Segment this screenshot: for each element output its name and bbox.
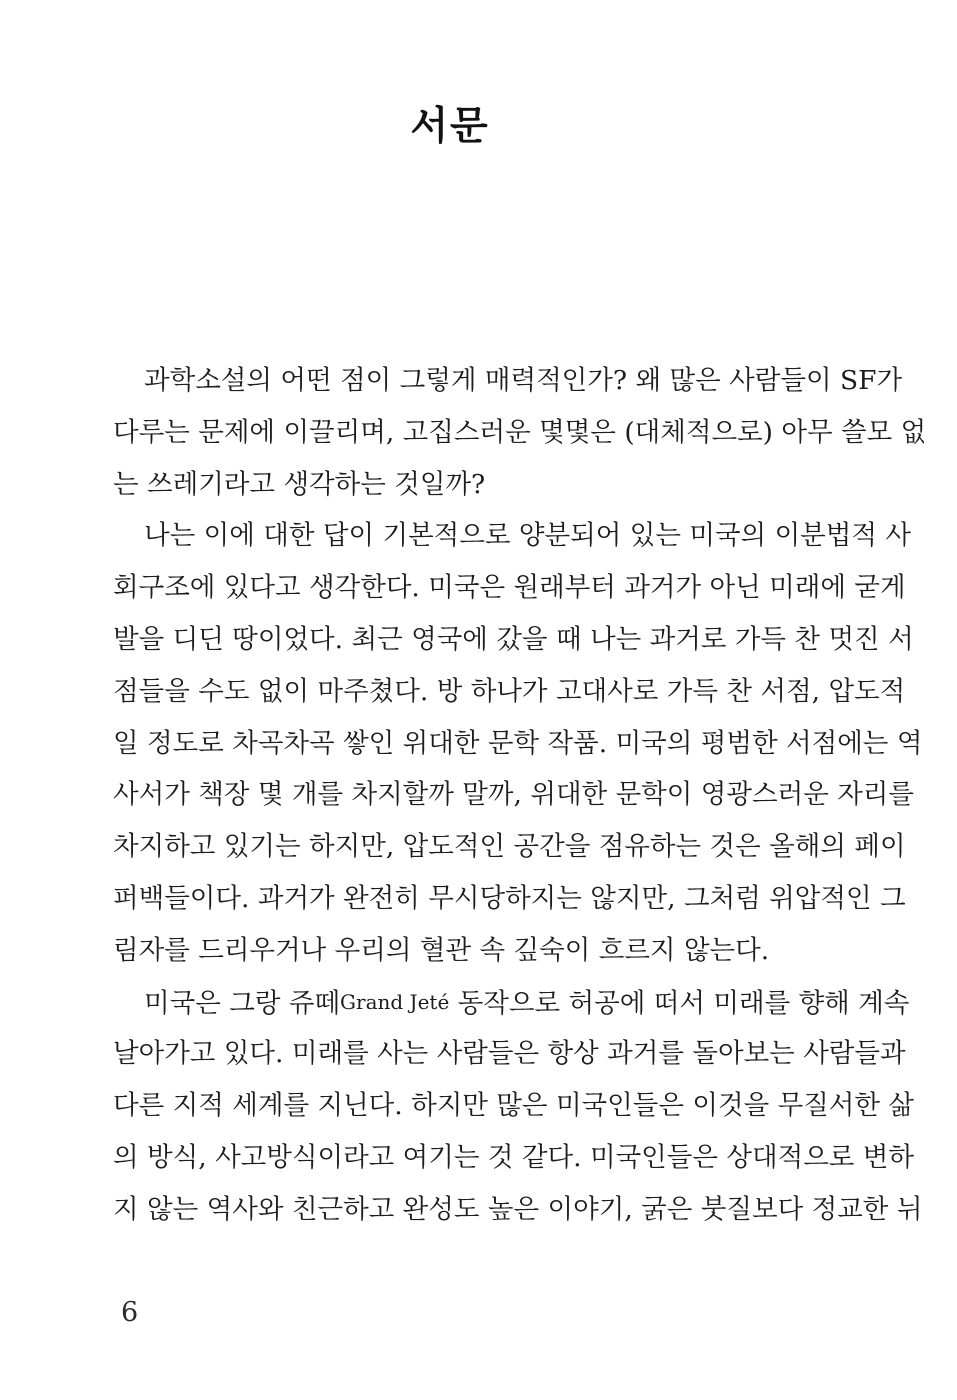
- page-number: 6: [121, 1297, 139, 1328]
- text-segment: 점들을 수도 없이 마주쳤다. 방 하나가 고대사로 가득 찬 서점, 압도적: [113, 675, 906, 707]
- text-line: [113, 562, 906, 614]
- text-line: [113, 1184, 923, 1236]
- text-line: [113, 355, 903, 407]
- text-segment: 과학소설의 어떤 점이 그렇게 매력적인가? 왜 많은 사람들이 SF가: [144, 365, 903, 396]
- text-segment: 퍼백들이다. 과거가 완전히 무시당하지는 않지만, 그처럼 위압적인 그: [113, 882, 906, 914]
- text-segment: 다른 지적 세계를 지닌다. 하지만 많은 미국인들은 이것을 무질서한 삶: [113, 1090, 915, 1122]
- text-segment: 사서가 책장 몇 개를 차지할까 말까, 위대한 문학이 영광스러운 자리를: [113, 779, 915, 811]
- text-line: [113, 821, 906, 873]
- text-line: [113, 873, 906, 925]
- text-segment: 지 않는 역사와 친근하고 완성도 높은 이야기, 굵은 붓질보다 정교한 뉘: [113, 1193, 923, 1225]
- text-segment: 림자를 드리우거나 우리의 혈관 속 깊숙이 흐르지 않는다.: [113, 934, 770, 966]
- chapter-title: 서문: [410, 103, 490, 149]
- text-line: [113, 510, 911, 562]
- text-segment: 일 정도로 차곡차곡 쌓인 위대한 문학 작품. 미국의 평범한 서점에는 역: [113, 727, 923, 759]
- text-segment: 동작으로 허공에 떠서 미래를 향해 계속: [449, 987, 910, 1019]
- text-segment: 날아가고 있다. 미래를 사는 사람들은 항상 과거를 돌아보는 사람들과: [113, 1038, 906, 1070]
- text-line: [113, 1080, 915, 1132]
- text-segment: 차지하고 있기는 하지만, 압도적인 공간을 점유하는 것은 올해의 페이: [113, 831, 906, 863]
- text-line: [113, 769, 915, 821]
- text-line: [113, 459, 787, 511]
- text-line: [113, 666, 906, 718]
- text-line: [113, 1132, 915, 1184]
- text-segment: 미국은 그랑 쥬떼: [144, 987, 341, 1019]
- text-line: [113, 925, 787, 977]
- text-line: [113, 614, 914, 666]
- text-line: [113, 718, 923, 770]
- text-segment: 나는 이에 대한 답이 기본적으로 양분되어 있는 미국의 이분법적 사: [144, 520, 911, 552]
- text-segment: 의 방식, 사고방식이라고 여기는 것 같다. 미국인들은 상대적으로 변하: [113, 1141, 915, 1173]
- text-segment: 는 쓰레기라고 생각하는 것일까?: [113, 468, 486, 500]
- latin-annotation: Grand Jeté: [340, 989, 450, 1014]
- text-segment: 회구조에 있다고 생각한다. 미국은 원래부터 과거가 아닌 미래에 굳게: [113, 572, 906, 604]
- text-segment: 발을 디딘 땅이었다. 최근 영국에 갔을 때 나는 과거로 가득 찬 멋진 서: [113, 623, 914, 655]
- text-line: [113, 977, 910, 1029]
- body-text: [113, 355, 927, 1236]
- text-line: [113, 1028, 906, 1080]
- text-segment: 다루는 문제에 이끌리며, 고집스러운 몇몇은 (대체적으로) 아무 쓸모 없: [113, 416, 927, 448]
- text-line: [113, 407, 927, 459]
